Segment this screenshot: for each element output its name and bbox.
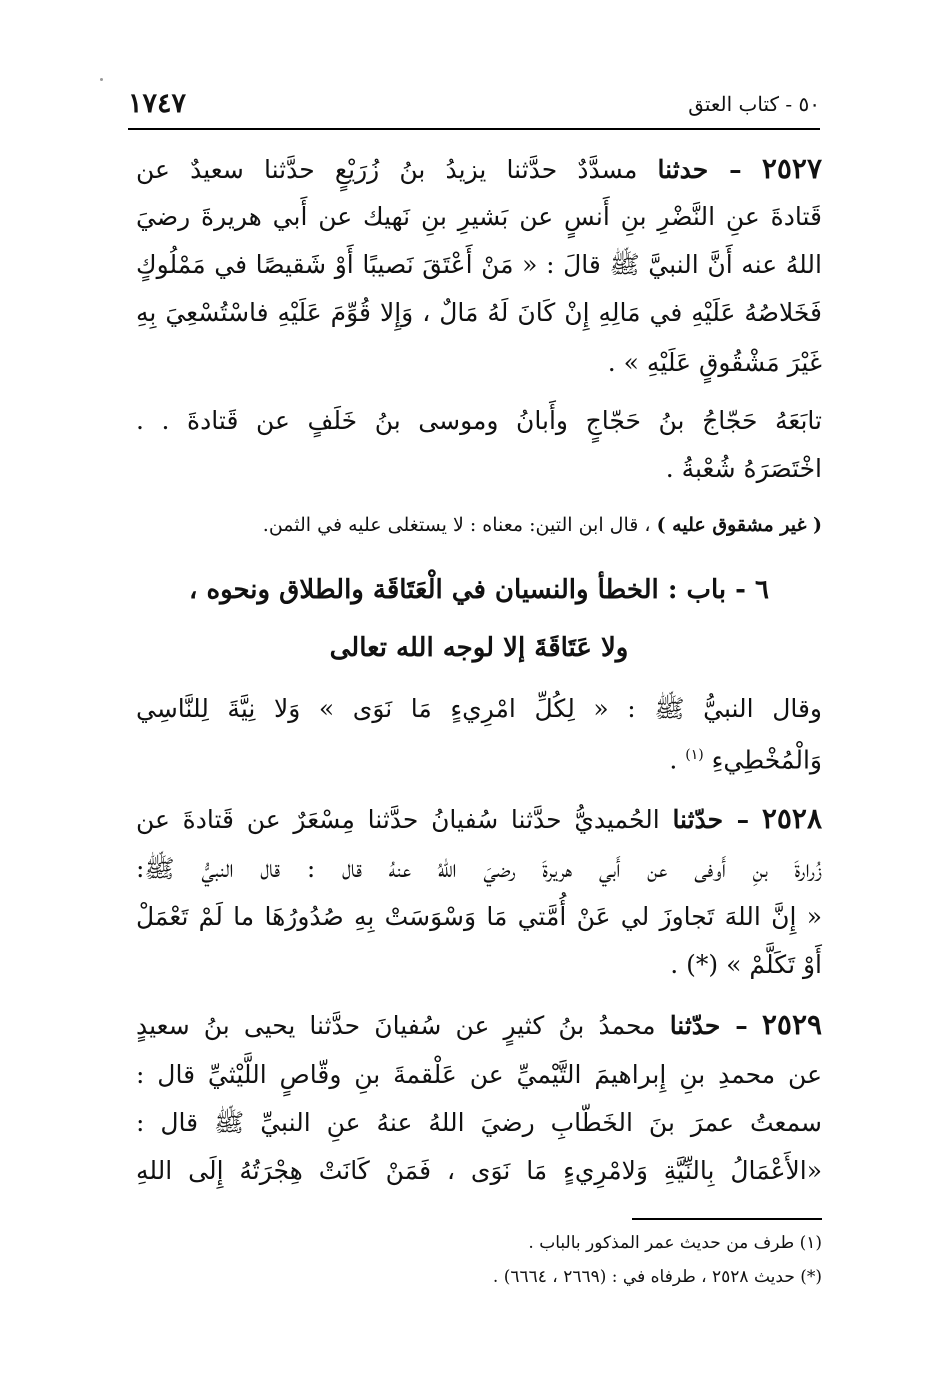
footnote-ref: (١) <box>685 747 704 763</box>
footnote-divider <box>632 1218 822 1220</box>
hadith-number: ٢٥٢٧ <box>761 152 822 185</box>
footnote-1: (١) طرف من حديث عمر المذكور بالباب . <box>528 1233 822 1253</box>
hadith-2529-line-1 <box>136 1006 822 1046</box>
chapter-intro-line-1: وقال النبيُّ ﷺ : « لِكُلِّ امْرِيءٍ مَا نَوَى » وَلا نِيَّةَ لِلنَّاسِي <box>136 694 822 723</box>
hadith-2527-line-5: غَيْرَ مَشْقُوقٍ عَلَيْهِ » . <box>607 348 822 377</box>
hadith-number: ٢٥٢٨ <box>761 802 822 835</box>
commentary-note <box>136 510 822 540</box>
hadith-2529-line-3: سمعتُ عمرَ بنَ الخَطّابِ رضيَ اللهُ عنهُ عنِ النبيِّ ﷺ قال : <box>136 1108 822 1137</box>
hadith-2529-line-2: عن محمدِ بنِ إِبراهيمَ التَّيْميِّ عن عَلْقمةَ بنِ وقّاصٍ اللَّيْثيِّ قال : <box>136 1060 822 1089</box>
hadith-2527-line-3: اللهُ عنه أَنَّ النبيَّ ﷺ قالَ : « مَنْ أَعْتَقَ نَصيبًا أَوْ شَقيصًا في مَمْلُوكٍ <box>136 250 822 279</box>
hadith-2527-line-6: تابَعَهُ حَجّاجُ بنُ حَجّاجٍ وأَبانُ وموسى بنُ خَلَفٍ عن قَتادةَ . . <box>136 406 822 435</box>
hadith-2527-line-4: فَخَلاصُهُ عَلَيْهِ في مَالِهِ إِنْ كَانَ لَهُ مَالٌ ، وَإِلا قُوِّمَ عَلَيْهِ فاسْتُسْعِيَ بِهِ <box>136 298 822 327</box>
hadith-2527-line-2: قَتادةَ عنِ النَّضْرِ بنِ أَنسٍ عن بَشيرِ بنِ نَهيك عن أَبي هريرةَ رضيَ <box>136 202 822 231</box>
hadith-keyword: – حدثنا <box>657 155 742 184</box>
hadith-2528-line-4: أَوْ تَكَلَّمْ » (*) . <box>670 950 822 979</box>
intro-text: وَالْمُخْطِيءِ <box>711 745 822 775</box>
commentary-text: ، قال ابن التين: معناه : لا يستغلى عليه في الثمن. <box>262 514 651 536</box>
hadith-text: محمدُ بنُ كثيرٍ عن سُفيانَ حدَّثنا يحيى بنُ سعيدٍ <box>136 1011 656 1040</box>
hadith-2528-line-1 <box>136 800 822 840</box>
scan-speck <box>100 78 103 81</box>
hadith-2529-line-4: «الأَعْمَالُ بِالنِّيَّةِ وَلامْرِيءٍ مَا نَوَى ، فَمَنْ كَانَتْ هِجْرَتُهُ إِلَى اللهِ <box>136 1156 822 1185</box>
chapter-heading-line-2: ولا عَتَاقَةَ إلا لوجه الله تعالى <box>329 633 629 663</box>
hadith-number: ٢٥٢٩ <box>761 1008 823 1041</box>
hadith-2527-line-7: اخْتَصَرَهُ شُعْبةُ . <box>665 454 822 483</box>
hadith-text: الحُميديُّ حدَّثنا سُفيانُ حدَّثنا مِسْعَرٌ عن قَتادةَ عن <box>136 805 660 834</box>
footnote-2: (*) حديث ٢٥٢٨ ، طرفاه في : (٢٦٦٩ ، ٦٦٦٤) . <box>492 1267 822 1287</box>
hadith-2528-line-3: « إِنَّ اللهَ تَجاوزَ لي عَنْ أُمَّتي مَا وَسْوَسَتْ بِهِ صُدُورُهَا ما لَمْ تَعْمَلْ <box>136 902 822 931</box>
chapter-title: ٥٠ - كتاب العتق <box>688 92 820 116</box>
hadith-2528-line-2: زُرارةَ بنِ أَوفى عن أَبي هريرةَ رضيَ اللهُ عنهُ قال : قال النبيُّ ﷺ: <box>136 854 822 883</box>
page-header <box>128 88 820 130</box>
hadith-keyword: – حدّثنا <box>672 805 750 834</box>
intro-end: . <box>669 745 678 775</box>
hadith-keyword: – حدّثنا <box>669 1011 748 1040</box>
hadith-2527-line-1 <box>136 150 822 190</box>
chapter-intro-line-2 <box>136 736 822 776</box>
page-number: ١٧٤٧ <box>128 88 187 119</box>
chapter-heading-line-1: ٦ - باب : الخطأ والنسيان في الْعَتَاقَة والطلاق ونحوه ، <box>189 575 769 605</box>
hadith-text: مسدَّدٌ حدَّثنا يزيدُ بنُ زُرَيْعٍ حدَّثنا سعيدٌ عن <box>136 155 638 184</box>
commentary-term: ( غير مشقوق عليه ) <box>656 514 822 536</box>
